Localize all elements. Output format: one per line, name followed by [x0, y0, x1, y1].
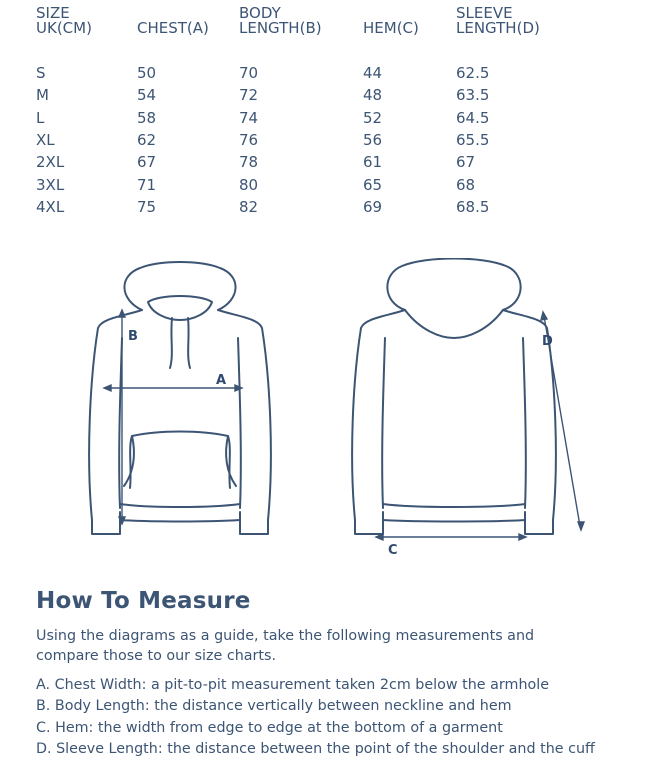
- how-to-measure-title: How To Measure: [36, 588, 251, 614]
- cell-sleeve-length: 64.5: [456, 108, 490, 127]
- table-row: [36, 84, 636, 106]
- cell-chest: 67: [137, 153, 157, 172]
- cell-chest: 54: [137, 86, 157, 105]
- definition-sleeve-length: D. Sleeve Length: the distance between the point of the shoulder and the cuff: [36, 740, 595, 757]
- cell-chest: 58: [137, 108, 157, 127]
- cell-body-length: 76: [239, 130, 259, 149]
- label-c: C: [388, 543, 398, 558]
- cell-hem: 56: [363, 130, 383, 149]
- cell-body-length: 74: [239, 108, 259, 127]
- cell-size: L: [36, 108, 45, 127]
- table-row: [36, 196, 636, 218]
- cell-sleeve-length: 68: [456, 175, 476, 194]
- table-row: [36, 151, 636, 173]
- measurement-definitions: [36, 675, 636, 760]
- cell-hem: 69: [363, 197, 383, 216]
- header-chest: CHEST(A): [137, 19, 209, 37]
- how-to-measure-section: [36, 588, 636, 760]
- cell-size: M: [36, 86, 49, 105]
- cell-sleeve-length: 65.5: [456, 130, 490, 149]
- how-to-measure-intro: Using the diagrams as a guide, take the following measurements and compare those to our size charts.: [36, 628, 535, 664]
- hoodie-diagram: [80, 258, 600, 568]
- table-row: [36, 129, 636, 151]
- cell-chest: 62: [137, 130, 157, 149]
- cell-size: 3XL: [36, 175, 65, 194]
- table-row: [36, 107, 636, 129]
- cell-hem: 61: [363, 153, 383, 172]
- cell-sleeve-length: 67: [456, 153, 476, 172]
- table-row: [36, 62, 636, 84]
- cell-chest: 71: [137, 175, 157, 194]
- cell-body-length: 70: [239, 64, 259, 82]
- back-hoodie: [352, 259, 556, 535]
- cell-body-length: 78: [239, 153, 259, 172]
- cell-size: XL: [36, 130, 55, 149]
- header-body-length: BODY LENGTH(B): [239, 4, 322, 37]
- cell-sleeve-length: 68.5: [456, 197, 490, 216]
- table-row: [36, 174, 636, 196]
- cell-sleeve-length: 62.5: [456, 64, 490, 82]
- cell-body-length: 82: [239, 197, 259, 216]
- cell-body-length: 72: [239, 86, 259, 105]
- header-hem: HEM(C): [363, 19, 419, 37]
- cell-hem: 52: [363, 108, 383, 127]
- label-d: D: [542, 334, 553, 349]
- hoodie-measurement-illustration: [80, 258, 600, 568]
- header-sleeve-length: SLEEVE LENGTH(D): [456, 4, 540, 37]
- label-a: A: [216, 373, 227, 388]
- cell-body-length: 80: [239, 175, 259, 194]
- cell-chest: 75: [137, 197, 157, 216]
- definition-hem: C. Hem: the width from edge to edge at the bottom of a garment: [36, 719, 503, 736]
- definition-chest: A. Chest Width: a pit-to-pit measurement taken 2cm below the armhole: [36, 677, 550, 693]
- cell-size: S: [36, 64, 46, 82]
- cell-hem: 48: [363, 86, 383, 105]
- definition-body-length: B. Body Length: the distance vertically between neckline and hem: [36, 698, 512, 715]
- cell-size: 4XL: [36, 197, 65, 216]
- cell-hem: 44: [363, 64, 383, 82]
- cell-size: 2XL: [36, 153, 65, 172]
- front-hoodie: [89, 262, 271, 534]
- header-size: SIZE UK(CM): [36, 4, 92, 37]
- cell-chest: 50: [137, 64, 157, 82]
- label-b: B: [128, 329, 138, 344]
- cell-hem: 65: [363, 175, 383, 194]
- cell-sleeve-length: 63.5: [456, 86, 490, 105]
